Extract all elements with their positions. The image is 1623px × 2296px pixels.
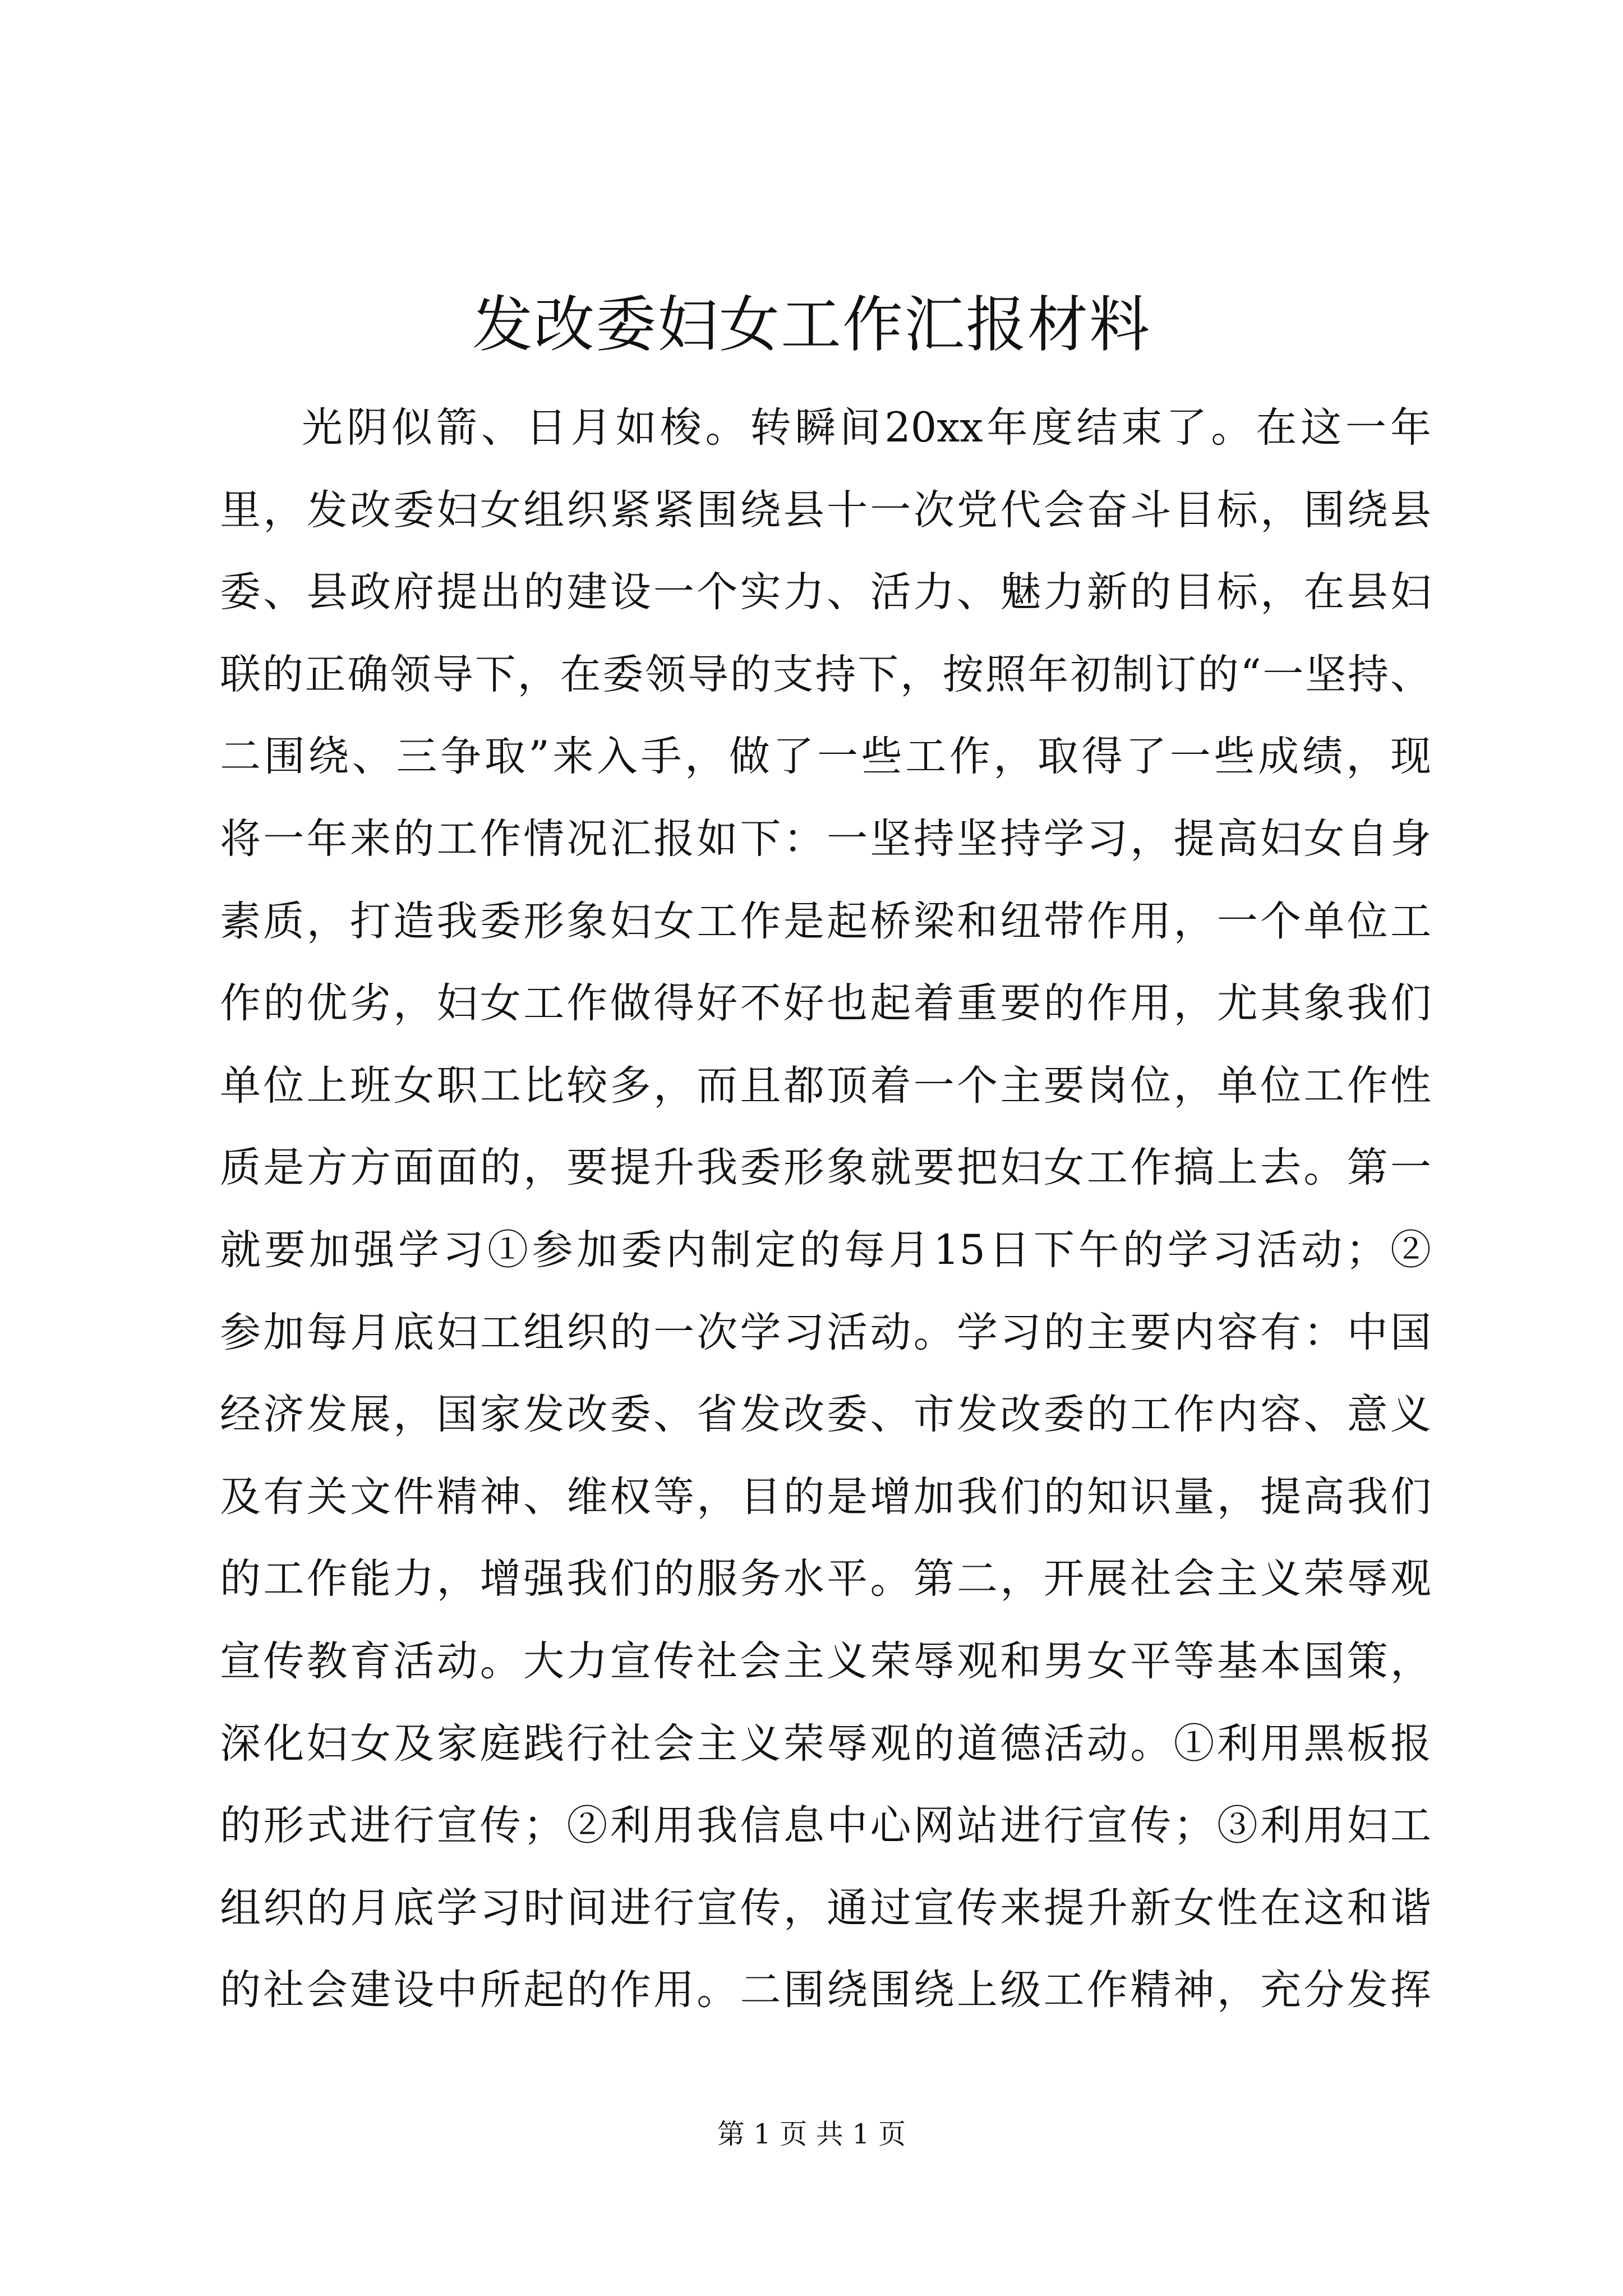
body-line: 组织的月底学习时间进行宣传，通过宣传来提升新女性在这和谐 — [220, 1884, 1431, 1932]
body-line: 单位上班女职工比较多，而且都顶着一个主要岗位，单位工作性 — [220, 1061, 1431, 1110]
body-line: 宣传教育活动。大力宣传社会主义荣辱观和男女平等基本国策， — [220, 1637, 1431, 1685]
body-line: 及有关文件精神、维权等，目的是增加我们的知识量，提高我们 — [220, 1473, 1431, 1521]
body-line: 联的正确领导下，在委领导的支持下，按照年初制订的“一坚持、 — [220, 650, 1431, 698]
body-line: 里，发改委妇女组织紧紧围绕县十一次党代会奋斗目标，围绕县 — [220, 486, 1431, 534]
body-line: 将一年来的工作情况汇报如下：一坚持坚持学习，提高妇女自身 — [220, 815, 1431, 863]
body-line: 深化妇女及家庭践行社会主义荣辱观的道德活动。①利用黑板报 — [220, 1719, 1431, 1768]
body-line: 二围绕、三争取”来入手，做了一些工作，取得了一些成绩，现 — [220, 733, 1431, 781]
body-line: 委、县政府提出的建设一个实力、活力、魅力新的目标，在县妇 — [220, 568, 1431, 616]
body-line: 的形式进行宣传；②利用我信息中心网站进行宣传；③利用妇工 — [220, 1802, 1431, 1850]
document-body — [220, 387, 1431, 2032]
body-line: 就要加强学习①参加委内制定的每月15日下午的学习活动；② — [220, 1226, 1431, 1274]
body-line: 参加每月底妇工组织的一次学习活动。学习的主要内容有：中国 — [220, 1308, 1431, 1356]
body-line: 质是方方面面的，要提升我委形象就要把妇女工作搞上去。第一 — [220, 1144, 1431, 1192]
body-line: 的社会建设中所起的作用。二围绕围绕上级工作精神，充分发挥 — [220, 1966, 1431, 2014]
body-line: 的工作能力，增强我们的服务水平。第二，开展社会主义荣辱观 — [220, 1555, 1431, 1603]
body-line: 作的优劣，妇女工作做得好不好也起着重要的作用，尤其象我们 — [220, 979, 1431, 1028]
page-number-footer: 第 1 页 共 1 页 — [717, 2118, 906, 2150]
body-line: 光阴似箭、日月如梭。转瞬间20xx年度结束了。在这一年 — [302, 404, 1431, 452]
body-line: 经济发展，国家发改委、省发改委、市发改委的工作内容、意义 — [220, 1391, 1431, 1439]
body-line: 素质，打造我委形象妇女工作是起桥梁和纽带作用，一个单位工 — [220, 897, 1431, 945]
document-title: 发改委妇女工作汇报材料 — [472, 290, 1151, 360]
